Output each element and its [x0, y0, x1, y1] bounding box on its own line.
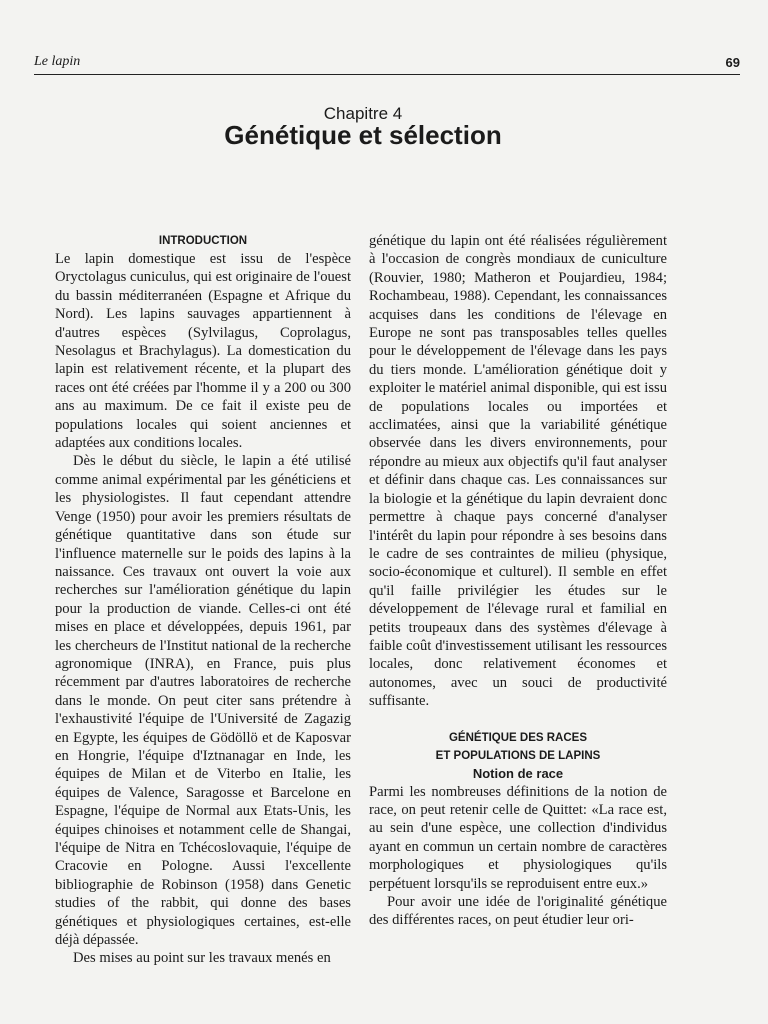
paragraph-intro-2: Dès le début du siècle, le lapin a été utilisé comme animal expérimental par les généticiens et les physiologistes. Il faut cependant attendre Venge (1950) pour avoir les premiers résultats de génétique quantitative dans son étude sur l'influence maternelle sur le poids des lapins à la naissance. Ces travaux ont ouvert la voie aux recherches sur l'amélioration génétique du lapin pour la production de viande. Celles-ci ont été mises en place et développées, depuis 1961, par les chercheurs de l'Institut national de la recherche agronomique (INRA), en France, puis plus récemment par d'autres laboratoires de recherche dans le monde. On peut citer sans prétendre à l'exhaustivité l'équipe de l'Université de Zagazig en Egypte, les équipes de Gödöllö et de Kaposvar en Hongrie, l'équipe d'Iztnanagar en Inde, les équipes de Milan et de Viterbo en Italie, les équipes de Valence, Saragosse et Barcelone en Espagne, l'équipe de Normal aux Etats-Unis, les équipes chinoises et notamment celle de Shangai, l'équipe de Nitra en Tchécoslovaquie, l'équipe de Cracovie en Pologne. Aussi l'excellente bibliographie de Robinson (1958) dans Genetic studies of the rabbit, qui donne des bases génétiques et physiologiques certaines, est-elle déjà dépassée.: [55, 453, 351, 949]
paragraph-race-definition: Parmi les nombreuses définitions de la notion de race, on peut retenir celle de Quittet: «La race est, au sein d'une espèce, une collection d'individus ayant en commun un certain nombre de caractères morphologiques et physiologiques qu'ils perpétuent lorsqu'ils se reproduisent entre eux.»: [369, 783, 667, 892]
left-column: [55, 232, 351, 968]
paragraph-intro-3: Des mises au point sur les travaux menés en: [73, 950, 331, 967]
right-column: [369, 232, 667, 930]
paragraph-race-originality: Pour avoir une idée de l'originalité génétique des différentes races, on peut étudier leur ori-: [369, 894, 667, 929]
section-heading-introduction: INTRODUCTION: [158, 235, 248, 247]
paragraph-intro-1: Le lapin domestique est issu de l'espèce Oryctolagus cuniculus, qui est originaire de l'ouest du bassin méditerranéen (Espagne et Afrique du Nord). Les lapins sauvages appartiennent à d'autres espèces (Sylvilagus, Coprolagus, Nesolagus et Brachylagus). La domestication du lapin est relativement récente, et la plupart des races ont été créées par l'homme il y a 200 ou 300 ans au maximum. De ce fait il existe peu de populations locales qui soient anciennes et adaptées aux conditions locales.: [55, 251, 351, 452]
running-title: Le lapin: [34, 54, 81, 69]
subsection-heading-notion-de-race: Notion de race: [472, 765, 564, 781]
section-heading-races-line1: GÉNÉTIQUE DES RACES: [448, 731, 588, 744]
chapter-title: Génétique et sélection: [224, 120, 502, 150]
chapter-label: Chapitre 4: [323, 104, 403, 123]
page-number: 69: [725, 55, 740, 70]
paragraph-continued: génétique du lapin ont été réalisées régulièrement à l'occasion de congrès mondiaux de cuniculture (Rouvier, 1980; Matheron et Poujardieu, 1984; Rochambeau, 1988). Cependant, les connaissances acquises dans les conditions de l'élevage en Europe ne sont pas transposables telles quelles pour le développement de l'élevage dans les pays du tiers monde. L'amélioration génétique doit y exploiter le matériel animal disponible, qui est issu de populations locales ou importées et acclimatées, ainsi que la variabilité génétique observée dans les divers environnements, pour répondre au mieux aux objectifs qu'il faut analyser et définir dans chaque cas. Les connaissances sur la biologie et la génétique du lapin devraient donc permettre à chaque pays concerné d'analyser l'intérêt du lapin pour répondre à ses besoins dans le cadre de ses contraintes de milieu (physique, socio-économique et culturel). Il semble en effet qu'il faille privilégier les études sur le développement de l'élevage rural et familial en petits troupeaux dans des systèmes d'élevage à faible coût d'investissement utilisant les ressources locales, donc relativement économes et autonomes, avec un souci de productivité suffisante.: [369, 233, 667, 710]
section-heading-races-line2: ET POPULATIONS DE LAPINS: [435, 749, 601, 762]
running-header: [34, 52, 740, 75]
